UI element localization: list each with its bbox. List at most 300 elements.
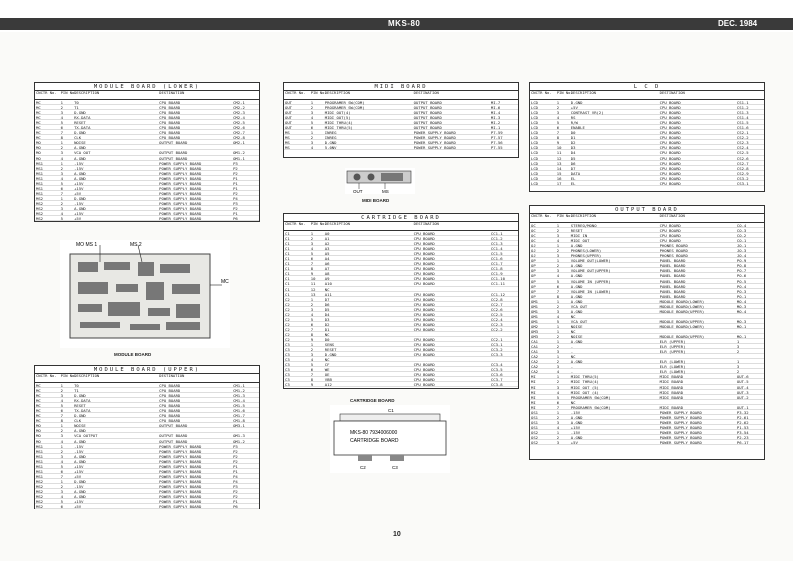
table-cell: LCD [531,160,539,166]
header-cnctr: CNCTR No. [36,373,57,378]
table-cell: CC2-8 [490,296,503,302]
table-cell: CM2-4 [233,115,245,121]
table-cell: MI-1 [490,125,501,131]
header-cnctr: CNCTR No. [531,90,552,95]
table-cell [736,354,764,358]
table-cell: 3 [556,349,560,355]
table-cell: D6 [570,160,576,166]
table-cell: OS1 [531,424,539,430]
table-cell: +5V [74,216,82,222]
table-cell: 2 [60,428,63,434]
table-cell: 2 [736,349,740,355]
table-cell: PO-1 [736,293,747,299]
table-cell: POWER SUPPLY BOARD [159,190,202,196]
table-cell: CA2 [531,369,539,375]
table-cell: D0 [570,130,576,136]
table-cell: CC1-3 [490,241,503,247]
table-cell: 4 [60,494,63,500]
table-cell: 5 [60,120,63,126]
table-cell: MIDI BOARD [659,374,684,380]
table-cell: CC3-1 [490,342,503,348]
table-cell: D0 [324,336,330,342]
table-cell: CPU BOARD [413,347,435,353]
table-cell: P2-62 [736,419,749,425]
table-cell: A.GND [74,494,86,500]
table-cell: +5V [570,440,578,446]
table-cell: CPU BOARD [413,326,435,332]
table-cell [413,357,490,361]
table-cell: D4 [570,150,576,156]
table-cell: P1 [233,180,238,186]
table-cell: LCD [531,125,539,131]
table-cell: MIDI THRU(4) [570,379,599,385]
table-cell: CS2-9 [736,170,749,176]
table-cell: P7-55 [490,145,503,151]
table-cell: 7 [556,288,560,294]
table-cell: D.GND [74,195,86,201]
table-cell: P4 [233,473,238,479]
lcd-table [529,82,765,192]
table-cell: P1 [233,463,238,469]
table-cell: CPU BOARD [413,236,435,242]
table-cell: 8 [556,135,560,141]
header-blank [736,91,764,99]
table-cell: OC [531,228,536,234]
table-cell: 2 [310,236,314,242]
table-cell: OM1 [531,298,539,304]
table-cell: 4 [310,311,314,317]
table-cell: MO [36,423,41,429]
table-cell: CPU BOARD [659,150,681,156]
table-cell: P2-61 [736,414,749,420]
table-cell: 8 [310,331,314,337]
table-cell: PO-8 [736,263,747,269]
table-cell: CM2-3 [233,110,245,116]
table-cell: CPU BOARD [413,261,435,267]
table-cell: 5 [60,180,63,186]
table-cell: VBB [324,377,332,383]
table-cell: OJ [531,248,536,254]
table-cell: 6 [310,367,314,373]
table-cell: P6-17 [736,440,749,446]
header-description: DESCRIPTION [74,90,100,95]
table-cell: CPU BOARD [413,311,435,317]
table-row [530,440,764,445]
table-cell: OE [324,372,330,378]
table-cell: LCD [531,155,539,161]
table-cell: P3 [233,160,238,166]
table-cell: OC [531,233,536,239]
table-cell: CPU BOARD [413,342,435,348]
table-cell: C1 [285,261,290,267]
table-cell: A.GND [570,339,583,345]
table-cell: CPU BOARD [659,223,681,228]
table-cell: CM2-1 [233,100,245,105]
table-cell [736,329,764,333]
table-cell: 6 [60,185,63,191]
table-cell: MIDI OUT (5) [570,384,599,390]
table-cell: CC3-4 [490,362,503,368]
table-cell: CPU BOARD [659,125,681,131]
table-cell: POWER SUPPLY BOARD [159,200,202,206]
table-cell: CM2-2 [233,105,245,111]
table-cell: P3-54 [736,429,749,435]
table-cell: CPU BOARD [159,408,181,414]
table-title: L C D [530,83,764,91]
table-cell: POWER SUPPLY BOARD [159,448,202,454]
table-cell: 3 [736,344,740,350]
table-cell: 4 [60,115,63,121]
table-cell: POWER SUPPLY BOARD [159,453,202,459]
table-cell: 2 [60,483,63,489]
table-cell: OUT [285,120,293,126]
table-cell: 12 [556,155,562,161]
header-pin: PIN No. [60,90,77,95]
table-cell: C2 [285,331,290,337]
midi-board-table [283,82,519,158]
table-cell: OM3-1 [233,423,245,429]
table-cell: POWER SUPPLY BOARD [159,211,202,217]
table-cell: CF [324,362,330,368]
table-cell: OS2 [531,434,539,440]
table-cell: 4 [310,357,314,363]
table-cell: 4 [60,211,63,217]
table-cell: 2 [556,263,560,269]
table-cell: NC [570,399,576,405]
table-cell: 3 [556,110,560,116]
table-cell: MODULE BOARD(LOWER) [659,298,705,304]
table-cell: VOLUME OUT(UPPER) [570,268,611,274]
table-cell: MIDI OUT (4) [570,389,599,395]
table-cell: 5 [556,278,560,284]
table-cell: CC1-11 [490,281,505,287]
table-cell: VCA OUTPUT [74,433,98,439]
table-cell: OUT-3 [736,389,749,395]
table-cell: CM1-3 [233,393,245,399]
table-cell: PO-5 [736,278,747,284]
table-cell: CPU BOARD [659,175,681,181]
table-cell: NC [324,357,330,363]
table-cell: C1 [285,251,290,257]
table-cell: CPU BOARD [413,377,435,383]
table-cell: ELR (LOWER) [659,369,686,375]
table-cell [659,314,736,318]
table-cell: STEREO/MONO [570,223,597,228]
table-cell: 3 [310,110,314,116]
table-cell: D6 [324,301,330,307]
table-cell: NOISE [74,140,86,146]
table-cell: -15V [74,160,84,166]
table-cell: -15V [74,483,84,489]
table-cell: CPU BOARD [159,130,181,136]
table-cell: OUT [285,110,293,116]
table-cell: MS2 [36,499,44,505]
table-cell: MIDI OUT [570,238,590,244]
table-cell: A.GND [570,273,583,279]
table-cell: OM1-3 [233,433,245,439]
table-cell: A6 [324,261,330,267]
table-cell: P6 [233,216,238,222]
table-cell [158,428,232,432]
table-cell: - [570,349,574,355]
table-cell: 11 [310,281,316,287]
table-cell: 1 [556,429,560,435]
table-cell: C1 [285,266,290,272]
table-cell: CPU BOARD [159,383,181,388]
ms2-label: MS 2 [130,242,142,248]
table-cell: 4 [60,155,63,161]
table-cell: OJ [531,243,536,249]
table-cell: 5 [310,120,314,126]
table-cell: OM1-2 [233,150,245,156]
table-cell: 5 [556,120,560,126]
table-cell: A12 [324,382,332,388]
table-cell: A.GND [570,308,583,314]
table-cell: A.GND [74,488,86,494]
table-cell: A5 [324,251,330,257]
table-cell: CPU BOARD [659,130,681,136]
table-cell: -15V [570,409,581,415]
table-cell: PANEL BOARD [659,258,686,264]
table-cell: 4 [556,115,560,121]
table-cell: OUTPUT BOARD [159,140,188,146]
header-blank [232,91,259,99]
table-cell: CC2-5 [490,311,503,317]
table-cell: LCD [531,120,539,126]
table-cell: CPU BOARD [413,296,435,302]
table-cell: OUT [285,125,293,131]
table-cell: OUTPUT BOARD [413,105,442,111]
table-cell: C2 [285,306,290,312]
table-cell: POWER SUPPLY BOARD [413,135,456,141]
table-cell: 9 [310,271,314,277]
table-cell: NOISE [570,323,583,329]
table-cell: MI-7 [490,100,501,105]
table-cell: OUTPUT BOARD [413,120,442,126]
table-cell: POWER SUPPLY BOARD [159,458,202,464]
table-cell: MO-1 [736,323,747,329]
table-cell: 3 [556,233,560,239]
table-cell: 1 [556,258,560,264]
table-cell: D.GND [324,140,337,146]
table-cell: OS1 [531,414,539,420]
table-cell: MODULE BOARD(LOWER) [659,303,705,309]
table-cell: 3 [60,150,63,156]
table-cell: 2 [310,105,314,111]
table-cell: 6 [556,125,560,131]
cartridge-part-number: MKS-80 7934006000 [350,430,398,436]
table-cell: 4 [60,458,63,464]
table-cell: 3 [556,253,560,259]
table-cell: CPU BOARD [413,291,435,297]
table-cell: CPU BOARD [159,120,181,126]
table-cell: -15V [74,443,84,449]
table-cell: RESET [570,228,583,234]
header-description: DESCRIPTION [324,221,350,226]
table-cell: CC2-4 [490,316,503,322]
table-cell: CC2-7 [490,301,503,307]
table-cell: CC1-8 [490,266,503,272]
table-cell: CPU BOARD [659,160,681,166]
table-cell: MS2 [36,483,44,489]
table-cell: MO [36,150,41,156]
table-cell: OC [531,238,536,244]
table-cell: MC [36,105,41,111]
header-cnctr: CNCTR No. [36,90,57,95]
table-cell: OM2-1 [233,140,245,146]
table-cell [158,145,232,149]
table-cell: OM1 [531,313,539,319]
table-header-row [35,374,259,383]
table-cell: CO-1 [736,238,747,244]
table-cell: CC2-6 [490,306,503,312]
table-cell: CC1-10 [490,276,505,282]
table-cell: 1 [60,443,63,449]
table-cell: MC [36,403,41,409]
table-cell: MC [36,115,41,121]
table-cell: P3 [233,443,238,449]
table-cell: D2 [570,140,576,146]
table-cell: 7 [310,326,314,332]
table-cell: 1 [556,243,560,249]
table-cell: 3 [556,384,560,390]
table-cell: 3 [60,393,63,399]
table-cell: 2 [60,145,63,151]
table-cell: ENABLE [570,125,585,131]
table-cell: CO-4 [736,223,747,228]
table-cell: 2 [556,105,560,111]
table-cell: 6 [556,283,560,289]
table-header-row [530,214,764,223]
table-cell: CPU BOARD [659,165,681,171]
table-cell: D.GND [570,100,583,105]
header-pin: PIN No. [310,221,327,226]
table-cell: D5 [324,306,330,312]
table-cell: MS1 [36,190,44,196]
table-cell: 10 [556,145,562,151]
table-cell: 3 [556,419,560,425]
table-cell: VCA OUT [570,318,588,324]
table-cell: MS1 [36,463,44,469]
table-cell: C3 [285,352,290,358]
table-cell: 6 [310,256,314,262]
table-cell: LCD [531,170,539,176]
table-cell: C3 [285,372,290,378]
table-header-row [35,91,259,100]
table-cell: CPU BOARD [159,135,181,141]
table-cell: 4 [60,438,63,444]
table-cell: RX.DATA [74,115,91,121]
table-header-row [284,222,518,231]
table-cell: LCD [531,135,539,141]
table-cell: OP [531,283,536,289]
output-board-table [529,205,765,460]
table-cell: C1 [285,291,290,297]
table-cell: CC3-5 [490,367,503,373]
table-cell: INREG [324,135,337,141]
table-cell: MO [36,428,41,434]
table-cell: ELR (LOWER) [659,364,686,370]
table-row [35,216,259,221]
table-cell: VCA OUT [74,150,91,156]
table-cell: JO-1 [736,243,747,249]
table-cell: PO-9 [736,258,747,264]
table-cell: NOISE [570,334,583,340]
table-cell: A.GND [570,434,583,440]
table-cell: 3 [60,453,63,459]
table-cell: POWER SUPPLY BOARD [159,473,202,479]
table-cell: CPU BOARD [659,228,681,234]
table-cell: MC [36,408,41,414]
table-cell: A4 [324,256,330,262]
table-row [284,145,518,150]
table-cell: 7 [310,372,314,378]
cartridge-board-image [330,405,450,473]
table-cell: A2 [324,241,330,247]
table-cell: 1 [310,100,314,105]
table-cell: CPU BOARD [413,246,435,252]
table-cell: +15V [74,468,84,474]
table-cell: CPU BOARD [659,110,681,116]
table-cell: 3 [556,308,560,314]
table-row [530,181,764,186]
table-cell: OUTPUT BOARD [159,423,188,429]
table-cell: CPU BOARD [159,418,181,424]
table-cell: 9 [310,382,314,388]
header-pin: PIN No. [556,90,573,95]
table-cell: 6 [310,321,314,327]
table-cell: PANEL BOARD [659,288,686,294]
table-cell: CPU BOARD [159,393,181,399]
table-cell [659,354,736,358]
table-cell: 1 [310,342,314,348]
module-board-lower-table [34,82,260,222]
table-cell: D2 [324,321,330,327]
table-cell: 3 [60,110,63,116]
table-cell: 7 [556,404,560,410]
header-cnctr: CNCTR No. [285,90,306,95]
header-destination: DESTINATION [659,213,685,218]
table-cell: 4 [556,369,560,375]
table-cell: CPU BOARD [413,276,435,282]
table-cell: 2 [736,369,740,375]
table-cell: 2 [556,228,560,234]
table-cell: 7 [60,413,63,419]
table-cell: A1 [324,236,330,242]
table-cell: POWER SUPPLY BOARD [159,175,202,181]
table-cell: -15V [570,429,581,435]
table-cell: MS1 [36,468,44,474]
table-cell: 1 [736,339,740,345]
table-cell: EL [570,175,576,181]
table-cell: OC [531,223,536,228]
table-cell: -15V [74,200,84,206]
table-cell: OUTPUT BOARD [159,438,188,444]
table-cell: 3 [60,488,63,494]
table-cell: MO [36,145,41,151]
table-cell: P2 [233,458,238,464]
table-cell: ELR (LOWER) [659,359,686,365]
table-cell: JO-3 [736,248,747,254]
table-cell: 4 [556,273,560,279]
table-cell: 5.0NV [324,145,337,151]
table-cell: MO-4 [736,298,747,304]
table-cell: A.GND [74,205,86,211]
table-cell: 1 [556,323,560,329]
table-cell: CPU BOARD [659,180,681,186]
table-cell: 5 [556,318,560,324]
table-cell: MIDI BOARD [659,384,684,390]
